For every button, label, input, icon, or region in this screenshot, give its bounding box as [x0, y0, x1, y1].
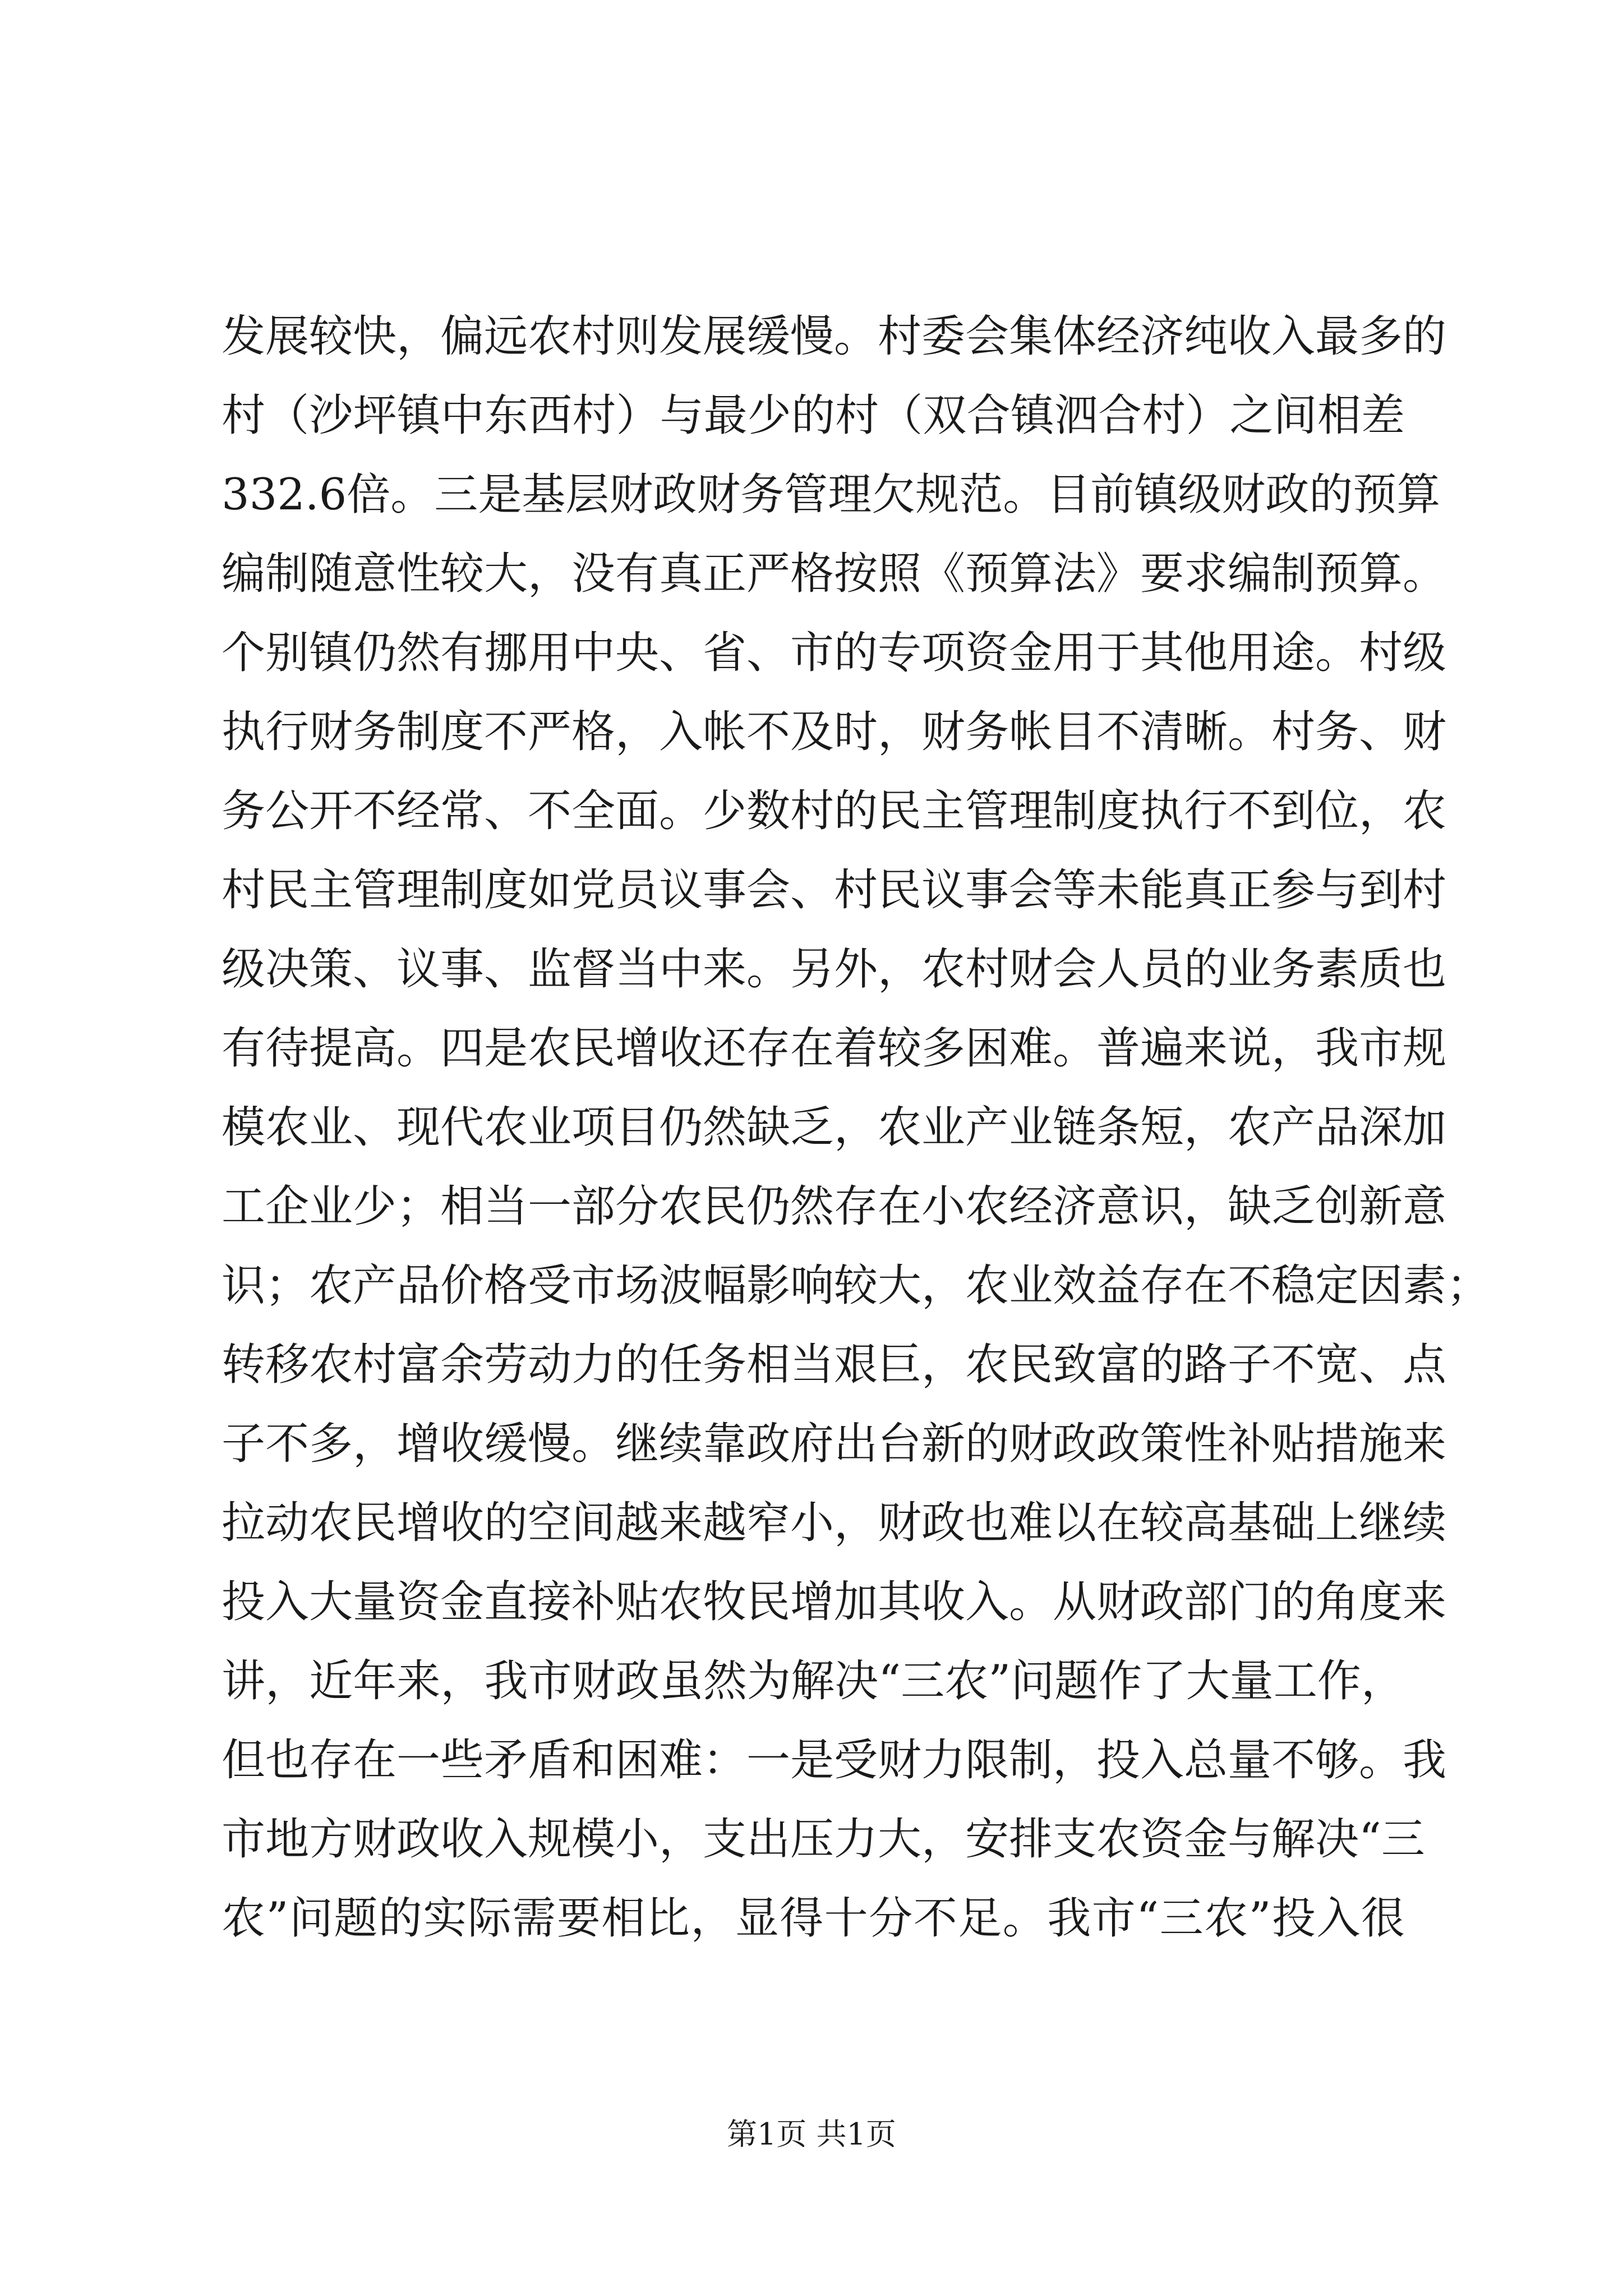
- text-line: 拉动农民增收的空间越来越窄小，财政也难以在较高基础上继续: [222, 1498, 1447, 1548]
- text-line: 投入大量资金直接补贴农牧民增加其收入。从财政部门的角度来: [222, 1577, 1447, 1627]
- text-line: 讲，近年来，我市财政虽然为解决“三农”问题作了大量工作，: [222, 1656, 1405, 1706]
- text-line: 子不多，增收缓慢。继续靠政府出台新的财政政策性补贴措施来: [222, 1419, 1447, 1469]
- body-paragraph: [222, 297, 1491, 1958]
- text-line: 村（沙坪镇中东西村）与最少的村（双合镇泗合村）之间相差: [222, 390, 1405, 441]
- text-line: 执行财务制度不严格，入帐不及时，财务帐目不清晰。村务、财: [222, 707, 1447, 757]
- text-line: 级决策、议事、监督当中来。另外，农村财会人员的业务素质也: [222, 944, 1447, 995]
- text-line: 332.6倍。三是基层财政财务管理欠规范。目前镇级财政的预算: [222, 470, 1441, 520]
- text-line: 发展较快，偏远农村则发展缓慢。村委会集体经济纯收入最多的: [222, 311, 1447, 362]
- text-line: 识；农产品价格受市场波幅影响较大，农业效益存在不稳定因素；: [222, 1260, 1491, 1311]
- text-line: 模农业、现代农业项目仍然缺乏，农业产业链条短，农产品深加: [222, 1102, 1447, 1153]
- text-line: 但也存在一些矛盾和困难：一是受财力限制，投入总量不够。我: [222, 1735, 1447, 1786]
- page-footer: 第1页 共1页: [727, 2116, 896, 2152]
- text-line: 有待提高。四是农民增收还存在着较多困难。普遍来说，我市规: [222, 1023, 1447, 1074]
- text-line: 个别镇仍然有挪用中央、省、市的专项资金用于其他用途。村级: [222, 628, 1447, 678]
- text-line: 市地方财政收入规模小，支出压力大，安排支农资金与解决“三: [222, 1814, 1425, 1865]
- text-line: 农”问题的实际需要相比，显得十分不足。我市“三农”投入很: [222, 1893, 1405, 1944]
- text-line: 务公开不经常、不全面。少数村的民主管理制度执行不到位，农: [222, 786, 1447, 836]
- text-line: 工企业少；相当一部分农民仍然存在小农经济意识，缺乏创新意: [222, 1181, 1447, 1232]
- text-line: 编制随意性较大，没有真正严格按照《预算法》要求编制预算。: [222, 549, 1447, 599]
- text-line: 转移农村富余劳动力的任务相当艰巨，农民致富的路子不宽、点: [222, 1340, 1447, 1390]
- text-line: 村民主管理制度如党员议事会、村民议事会等未能真正参与到村: [222, 865, 1447, 915]
